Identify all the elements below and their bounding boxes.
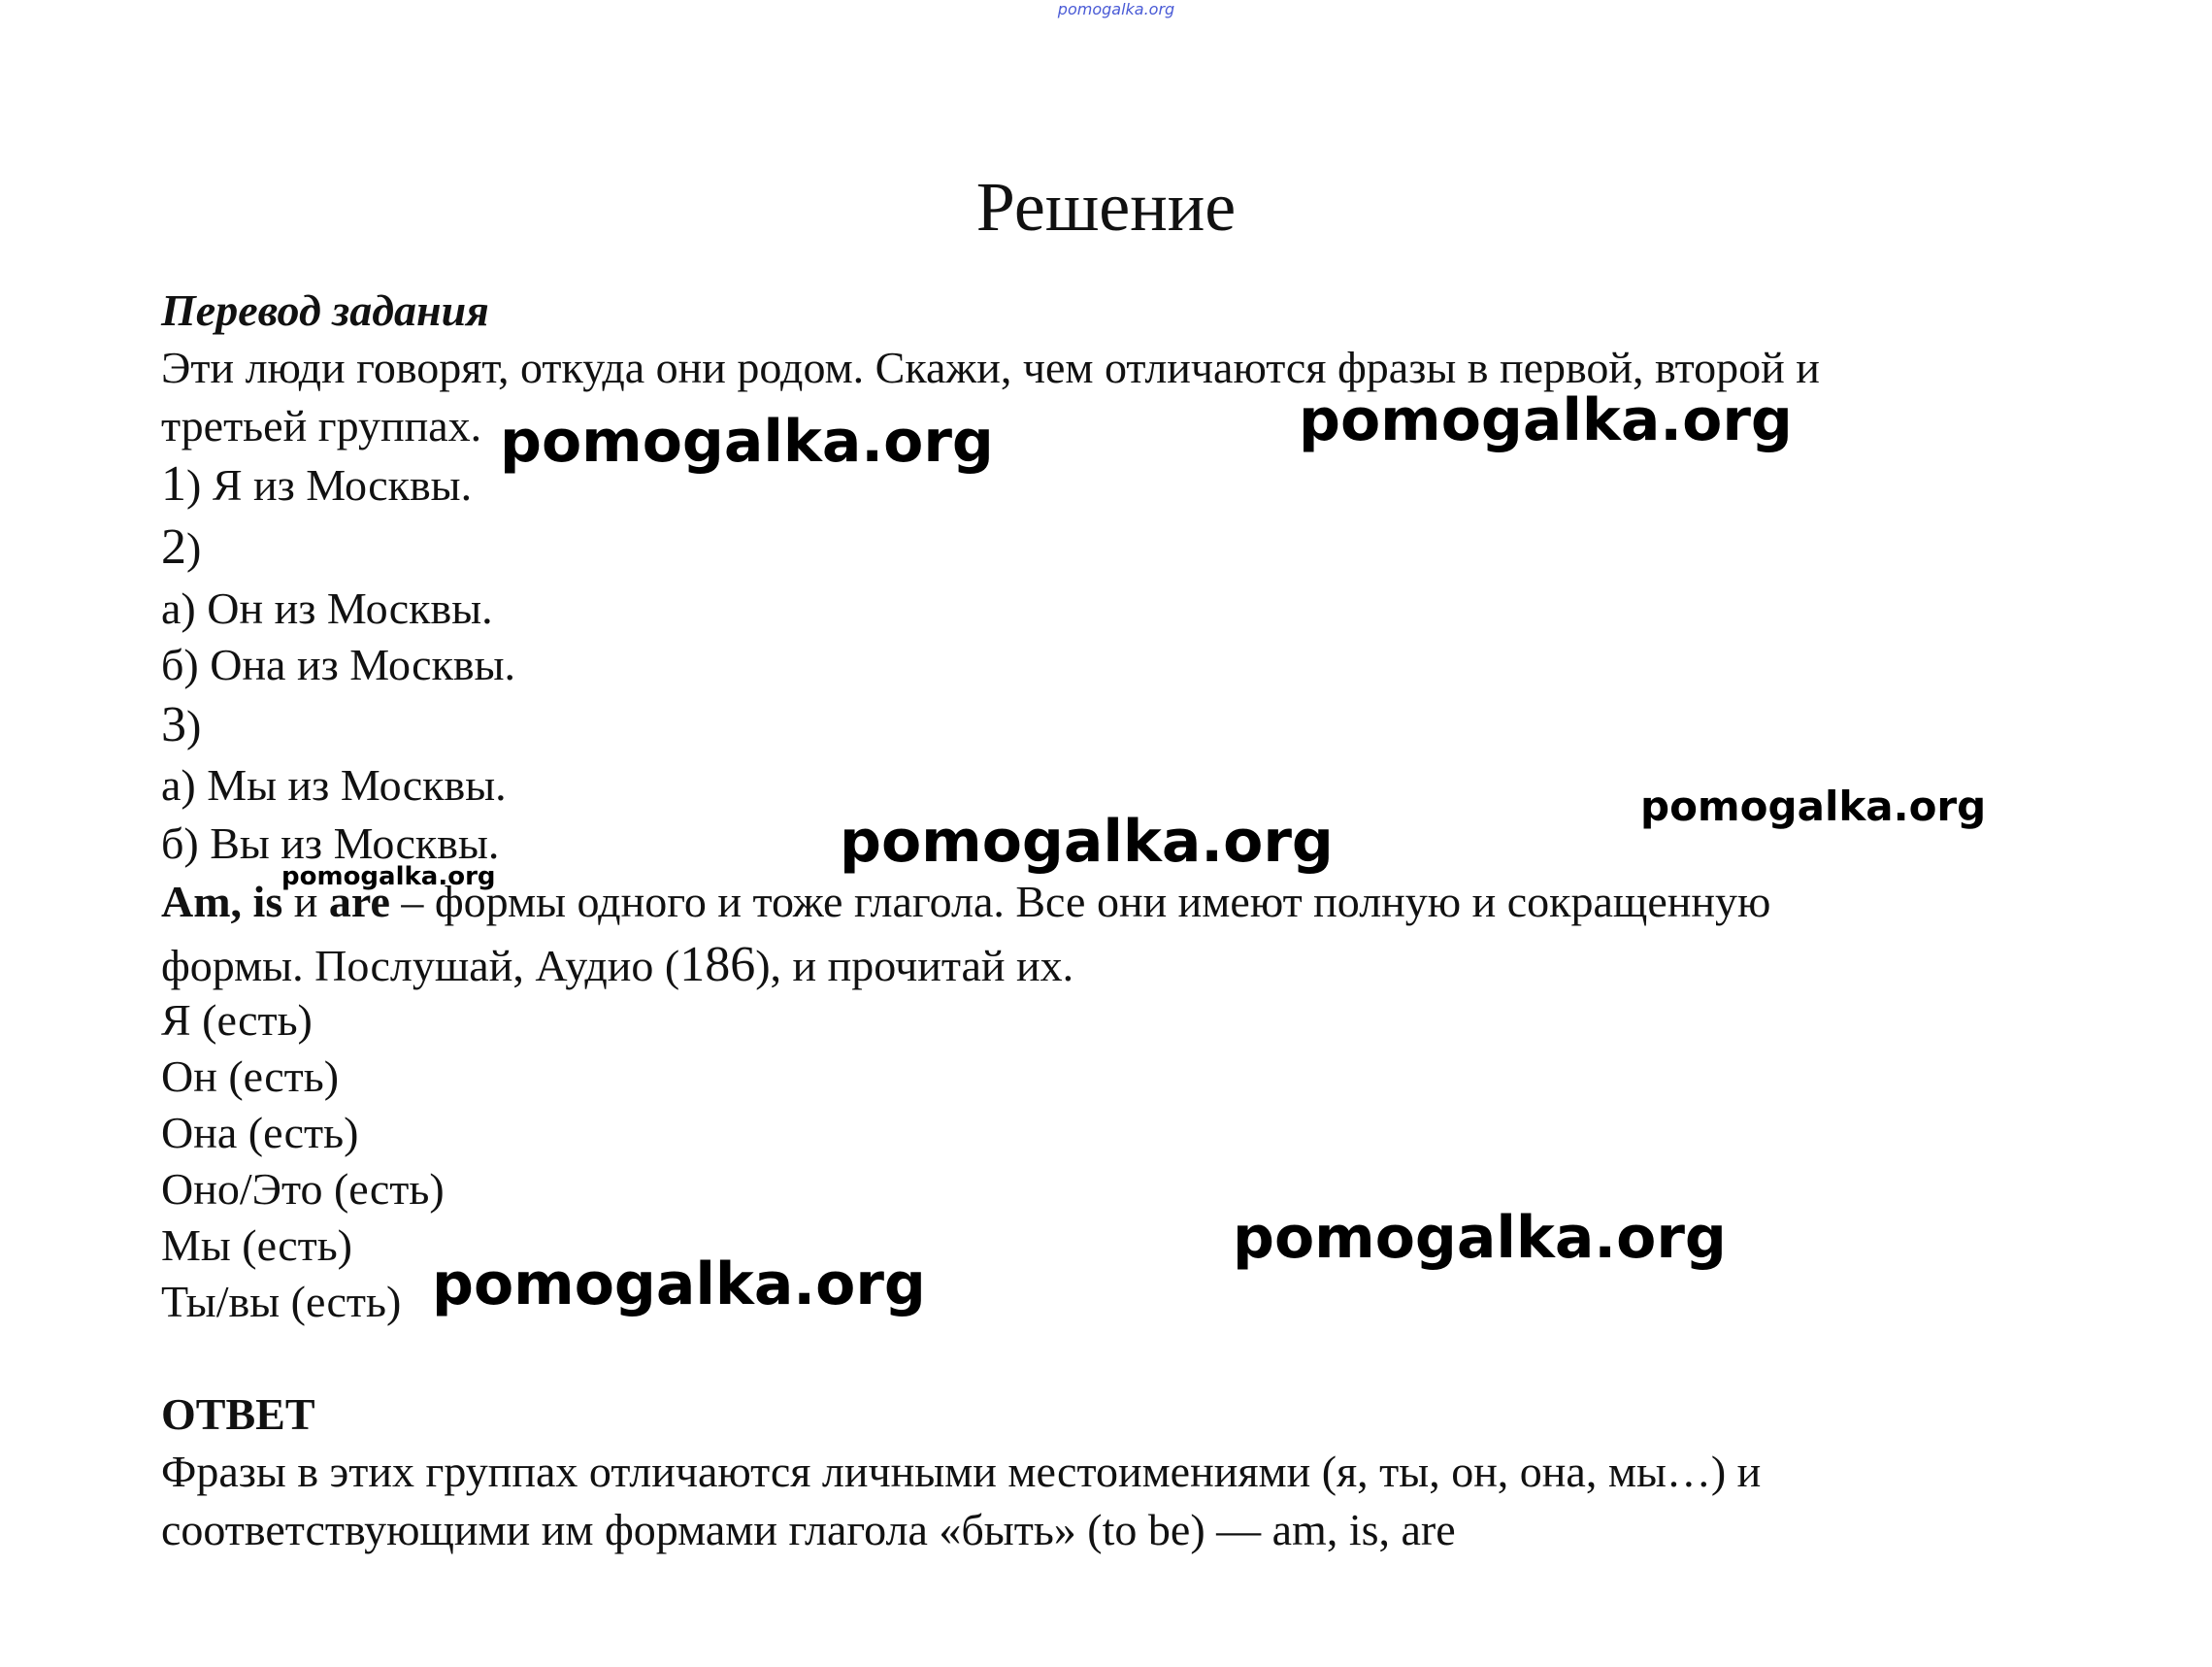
watermark: pomogalka.org xyxy=(432,1250,926,1318)
forms-am-is: Am, is xyxy=(161,877,283,926)
list-item: Ты/вы (есть) xyxy=(161,1277,402,1326)
group-2-a: а) Он из Москвы. xyxy=(161,583,493,633)
group-1-number: 1 xyxy=(161,456,186,512)
watermark: pomogalka.org xyxy=(840,808,1334,876)
group-2-number: 2 xyxy=(161,519,186,575)
group-2-text: ) xyxy=(186,523,202,573)
list-item: Мы (есть) xyxy=(161,1220,353,1270)
answer-line-1: Фразы в этих группах отличаются личными местоимениями (я, ты, он, она, мы…) и xyxy=(161,1447,1762,1496)
group-1-text: ) Я из Москвы. xyxy=(186,460,473,510)
group-2-b: б) Она из Москвы. xyxy=(161,640,516,689)
answer-line-2: соответствующими им формами глагола «быть» (to be) — am, is, are xyxy=(161,1505,1456,1554)
task-line-1: Эти люди говорят, откуда они родом. Скажи, чем отличаются фразы в первой, второй и xyxy=(161,343,1820,392)
forms-line2-start: формы. Послушай, Аудио ( xyxy=(161,941,680,990)
group-3-line xyxy=(161,697,201,754)
header-watermark: pomogalka.org xyxy=(1057,0,1175,18)
group-3-b: б) Вы из Москвы. xyxy=(161,818,500,868)
forms-rest: – формы одного и тоже глагола. Все они имеют полную и сокращенную xyxy=(389,877,1771,926)
list-item: Я (есть) xyxy=(161,995,313,1045)
audio-number: 186 xyxy=(679,937,756,992)
forms-and: и xyxy=(282,877,329,926)
group-3-a: а) Мы из Москвы. xyxy=(161,760,507,810)
task-heading: Перевод задания xyxy=(161,285,489,335)
group-1-line xyxy=(161,456,472,514)
forms-line-2 xyxy=(161,937,1073,994)
group-2-line xyxy=(161,519,201,577)
group-3-text: ) xyxy=(186,701,202,750)
watermark: pomogalka.org xyxy=(281,862,496,891)
watermark: pomogalka.org xyxy=(500,408,994,476)
watermark: pomogalka.org xyxy=(1233,1204,1727,1272)
forms-line2-end: ), и прочитай их. xyxy=(755,941,1074,990)
list-item: Она (есть) xyxy=(161,1108,359,1157)
group-3-number: 3 xyxy=(161,697,186,752)
watermark: pomogalka.org xyxy=(1640,783,1987,830)
task-line-2: третьей группах. xyxy=(161,401,482,450)
answer-heading: ОТВЕТ xyxy=(161,1389,315,1439)
watermark: pomogalka.org xyxy=(1299,386,1793,454)
list-item: Оно/Это (есть) xyxy=(161,1164,445,1214)
list-item: Он (есть) xyxy=(161,1051,340,1101)
page-title: Решение xyxy=(975,168,1237,246)
forms-are: are xyxy=(328,877,390,926)
